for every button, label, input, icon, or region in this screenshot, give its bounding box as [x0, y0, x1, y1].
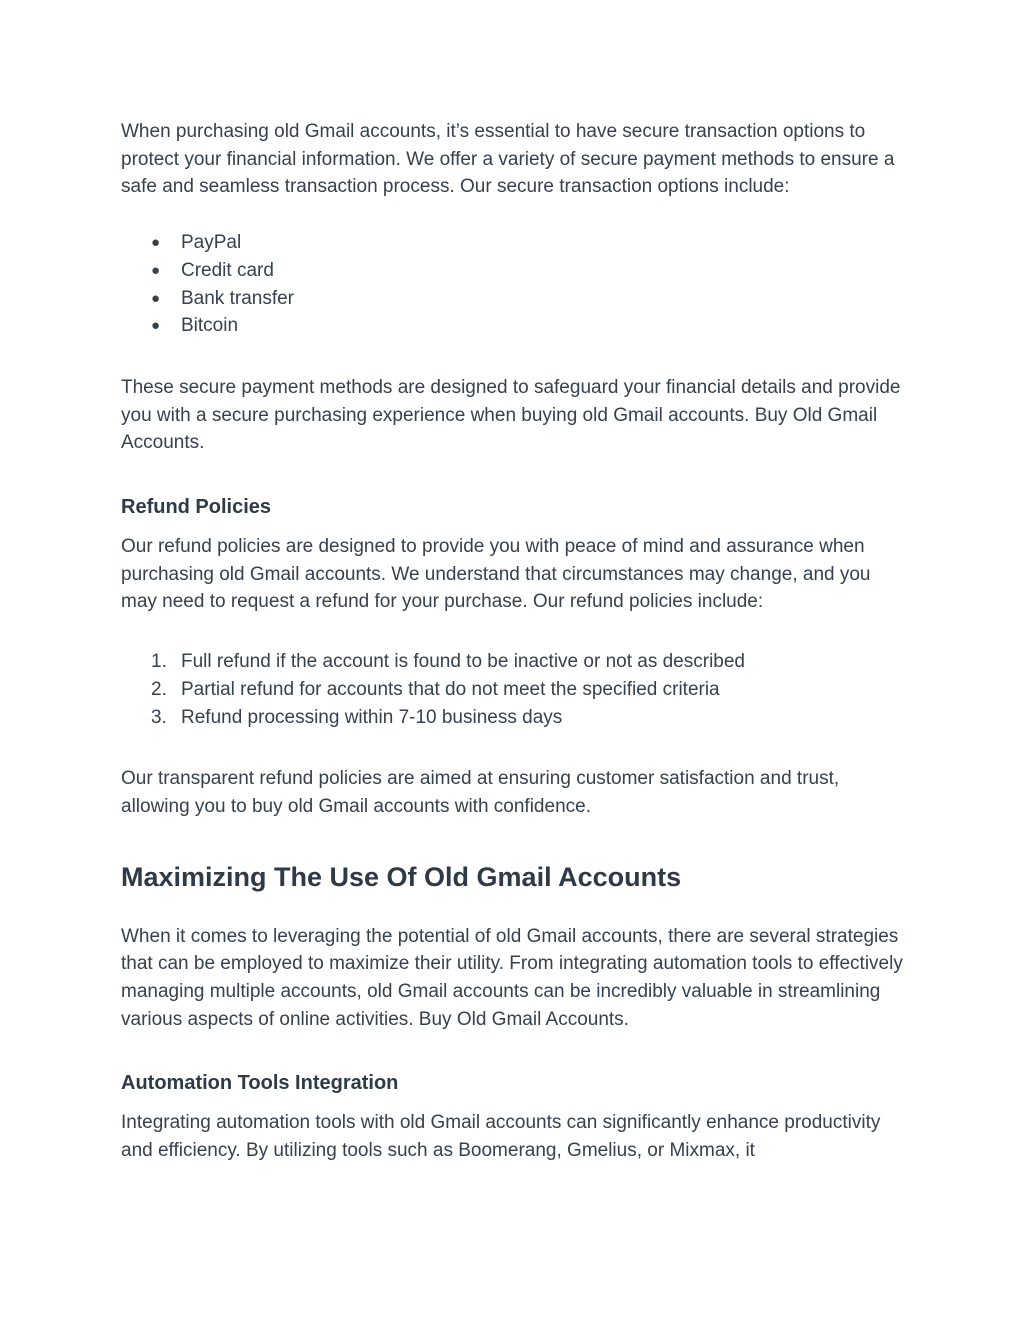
refund-policies-list — [121, 648, 911, 731]
list-item: ● PayPal — [121, 229, 911, 257]
list-item: 1. Full refund if the account is found to be inactive or not as described — [121, 648, 911, 676]
bullet-icon: ● — [151, 317, 161, 335]
list-item: ● Bank transfer — [121, 285, 911, 313]
list-item: ● Credit card — [121, 257, 911, 285]
bullet-icon: ● — [151, 234, 161, 252]
list-item: ● Bitcoin — [121, 312, 911, 340]
bullet-icon: ● — [151, 261, 161, 279]
list-number: 3. — [151, 706, 167, 728]
refund-summary-paragraph: Our transparent refund policies are aimed at ensuring customer satisfaction and trust, allowing you to buy old Gmail accounts with confidence. — [121, 768, 840, 817]
list-number: 1. — [151, 651, 167, 673]
intro-paragraph: When purchasing old Gmail accounts, it’s essential to have secure transaction options to protect your financial information. We offer a variety of secure payment methods to ensure a safe and seamless transaction process. Our secure transaction options include: — [121, 121, 895, 198]
maximizing-heading: Maximizing The Use Of Old Gmail Accounts — [121, 861, 682, 892]
list-item: 3. Refund processing within 7-10 business days — [121, 704, 911, 732]
maximizing-intro-paragraph: When it comes to leveraging the potential of old Gmail accounts, there are several strategies that can be employed to maximize their utility. From integrating automation tools to effectively managing multiple accounts, old Gmail accounts can be incredibly valuable in streamlining various aspects of online activities. Buy Old Gmail Accounts. — [121, 925, 903, 1030]
refund-intro-paragraph: Our refund policies are designed to provide you with peace of mind and assurance when purchasing old Gmail accounts. We understand that circumstances may change, and you may need to request a refund for your purchase. Our refund policies include: — [121, 536, 871, 613]
automation-tools-heading: Automation Tools Integration — [121, 1072, 399, 1095]
list-number: 2. — [151, 678, 167, 700]
list-item: 2. Partial refund for accounts that do not meet the specified criteria — [121, 676, 911, 704]
payment-methods-list — [121, 229, 911, 340]
bullet-icon: ● — [151, 289, 161, 307]
automation-intro-paragraph: Integrating automation tools with old Gmail accounts can significantly enhance productivity and efficiency. By utilizing tools such as Boomerang, Gmelius, or Mixmax, it — [121, 1112, 881, 1162]
document-page — [121, 118, 911, 1165]
payment-summary-paragraph: These secure payment methods are designed to safeguard your financial details and provide you with a secure purchasing experience when buying old Gmail accounts. Buy Old Gmail Accounts. — [121, 376, 901, 454]
refund-policies-heading: Refund Policies — [121, 496, 272, 519]
